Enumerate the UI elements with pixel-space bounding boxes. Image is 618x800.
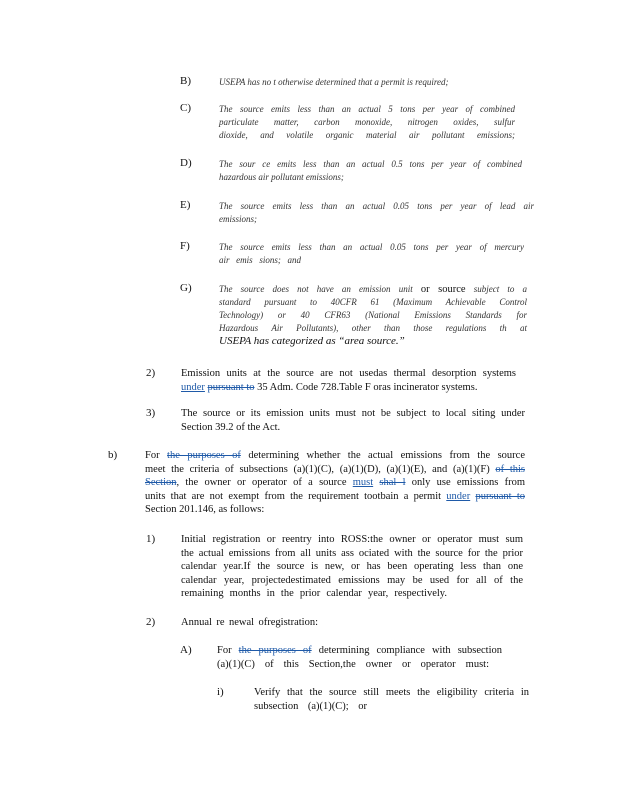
sub-1-line: calendar year.If the source is new, or has been operating less than one	[181, 561, 523, 572]
item-f-text	[219, 241, 524, 267]
item-g-label: G)	[180, 282, 192, 294]
sub-2-title-line: Annual re newal ofregistration:	[181, 617, 318, 628]
item-f-label: F)	[180, 240, 190, 252]
para-b-line3-rest: only use emissions from	[411, 477, 525, 488]
item-f-line: The source emits less than an actual 0.05 tons per year of mercury	[219, 242, 524, 252]
item-d-text	[219, 158, 522, 184]
item-c-line: particulate matter, carbon monoxide, nitrogen oxides, sulfur	[219, 117, 515, 127]
para-b-line2-main: meet the criteria of subsections (a)(1)(C), (a)(1)(D), (a)(1)(E), and (a)(1)(F)	[145, 463, 490, 475]
para-2-delete-pursuant: pursuant to	[207, 381, 255, 393]
sub-a-line1-rest: determining compliance with subsection	[318, 645, 503, 656]
para-2-line2-rest: 35 Adm. Code 728.Table F oras incinerator systems.	[257, 381, 478, 393]
item-e-label: E)	[180, 199, 191, 211]
para-b-insert-under: under	[446, 490, 471, 502]
item-d-line: hazardous air pollutant emissions;	[219, 172, 344, 182]
para-b-delete-purposes: the purposes of	[167, 450, 241, 461]
para-b-insert-must: must	[352, 477, 374, 488]
item-f-line: air emis sions; and	[219, 255, 301, 265]
para-b-delete-of-this: of this	[495, 463, 525, 475]
item-g-inserted-last-line: USEPA has categorized as “area source.”	[219, 335, 405, 347]
sub-a-line	[217, 644, 502, 658]
para-3-line: The source or its emission units must not be subject to local siting under	[181, 408, 525, 419]
sub-2-title	[181, 616, 318, 630]
para-b-line3-main: , the owner or operator of a source	[176, 477, 347, 488]
para-2-line: Emission units at the source are not usedas thermal desorption systems	[181, 368, 516, 379]
item-c-text	[219, 103, 515, 142]
para-2-line	[181, 381, 516, 395]
item-d-label: D)	[180, 157, 192, 169]
para-b-line1-rest: determining whether the actual emissions from the source	[248, 450, 525, 461]
item-g-line: Hazardous Air Pollutants), other than those regulations th at	[219, 323, 527, 333]
para-b-line	[145, 449, 525, 463]
item-b-label: B)	[180, 75, 191, 87]
para-3-line: Section 39.2 of the Act.	[181, 421, 281, 433]
item-b-line: USEPA has no t otherwise determined that a permit is required;	[219, 77, 449, 87]
sub-1-line: calendar year, projectedestimated emissions may be used for all of the	[181, 574, 523, 586]
item-g-text	[219, 283, 527, 348]
item-g-line1-part-c: subject to a	[473, 284, 528, 294]
para-3-text	[181, 407, 525, 434]
para-3-label: 3)	[146, 407, 156, 419]
item-g-line1-part-a: The source does not have an emission unit	[219, 284, 413, 294]
item-d-line: The sour ce emits less than an actual 0.5 tons per year of combined	[219, 159, 522, 169]
para-b-line: Section 201.146, as follows:	[145, 504, 265, 515]
sub-1-line: the actual emissions from all units ass ociated with the source for the prior	[181, 547, 523, 559]
sub-1-line: remaining months in the prior calendar year, respectively.	[181, 588, 447, 599]
item-c-line: dioxide, and volatile organic material air pollutant emissions;	[219, 130, 515, 140]
sub-1-line: Initial registration or reentry into ROSS:the owner or operator must sum	[181, 534, 523, 545]
para-2-label: 2)	[146, 367, 156, 379]
sub-i-label: i)	[217, 686, 224, 698]
item-g-inserted-or-source: or source	[420, 284, 466, 295]
sub-a-line1-for: For	[217, 645, 232, 656]
item-g-line	[219, 283, 527, 296]
item-g-line: Technology) or 40 CFR63 (National Emissions Standards for	[219, 310, 527, 320]
sub-a-delete-purposes: the purposes of	[238, 645, 312, 656]
sub-i-line: Verify that the source still meets the eligibility criteria in	[254, 687, 529, 698]
para-b-line	[145, 476, 525, 490]
sub-i-line: subsection (a)(1)(C); or	[254, 700, 367, 712]
item-e-text	[219, 200, 534, 226]
para-b-delete-shall: shal l	[379, 477, 406, 488]
item-b-text	[219, 76, 508, 89]
para-b-line	[145, 490, 525, 504]
sub-a-line: (a)(1)(C) of this Section,the owner or operator must:	[217, 658, 489, 670]
item-g-line: standard pursuant to 40CFR 61 (Maximum Achievable Control	[219, 297, 527, 307]
sub-1-text	[181, 533, 523, 601]
sub-1-label: 1)	[146, 533, 156, 545]
para-b-delete-pursuant: pursuant to	[475, 490, 525, 502]
para-b-line4-main: units that are not exempt from the requirement tootbain a permit	[145, 490, 442, 502]
sub-a-label: A)	[180, 644, 192, 656]
sub-a-text	[217, 644, 502, 671]
para-2-insert-under: under	[181, 381, 205, 393]
item-e-line: The source emits less than an actual 0.05 tons per year of lead air	[219, 201, 534, 211]
para-2-text	[181, 367, 516, 394]
para-b-label: b)	[108, 449, 118, 461]
sub-i-text	[254, 686, 529, 713]
para-b-text	[145, 449, 525, 517]
para-b-delete-section: Section	[145, 477, 177, 488]
item-c-label: C)	[180, 102, 191, 114]
item-c-line: The source emits less than an actual 5 tons per year of combined	[219, 104, 515, 114]
item-e-line: emissions;	[219, 214, 257, 224]
para-b-line1-for: For	[145, 450, 160, 461]
sub-2-label: 2)	[146, 616, 156, 628]
para-b-line	[145, 463, 525, 477]
